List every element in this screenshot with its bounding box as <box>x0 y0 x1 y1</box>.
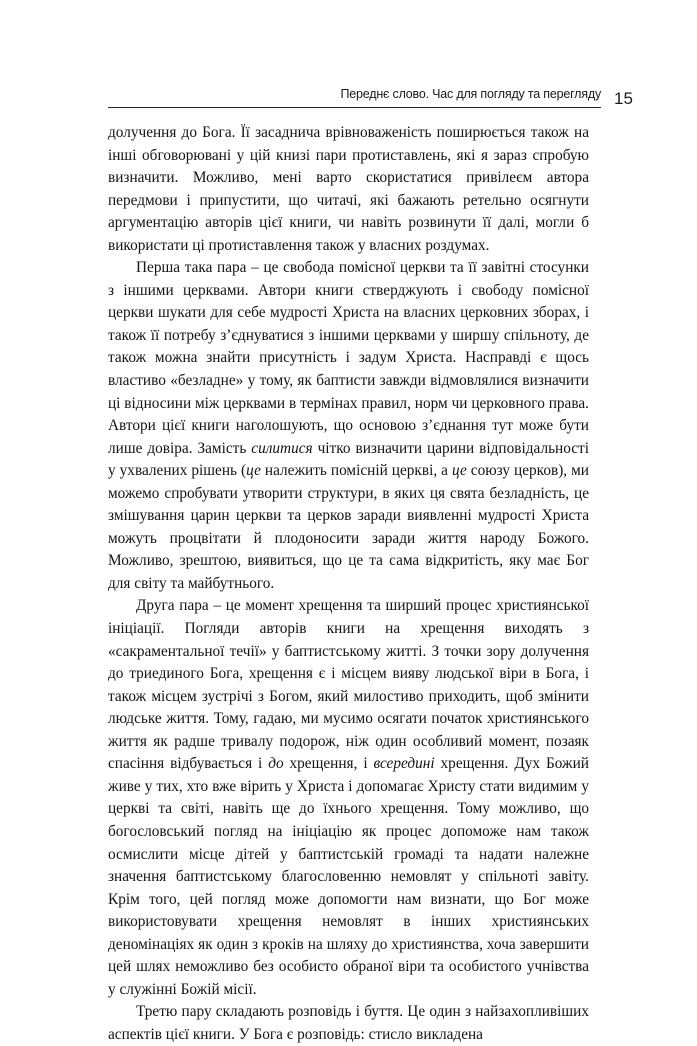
italic-run: до <box>268 755 284 773</box>
italic-run: всередині <box>373 755 435 773</box>
paragraph <box>108 257 589 595</box>
italic-run: силитися <box>251 439 313 457</box>
paragraph <box>108 122 589 257</box>
running-title: Переднє слово. Час для погляду та перегляду <box>340 87 601 101</box>
paragraph <box>108 595 589 1001</box>
text-run: чітко визначити царини відповідальності у ухвалених рішень ( <box>108 439 589 480</box>
text-run: союзу церков), ми можемо спробувати утворити структури, в яких ця свята безладність, це змішування царин церкви та церков заради виявленні мудрості Христа можуть процвітати й плодоносити заради життя народу Божого. Можливо, зрештою, виявиться, що це та сама відкритість, яку має Бог для світу та майбутнього. <box>108 462 589 592</box>
body-text <box>108 122 589 1046</box>
text-run: долучення до Бога. Її засаднича врівноваженість поширюється також на інші обговорювані у цій книзі пари протиставлень, які я зараз спробую визначити. Можливо, мені варто скористатися привілеєм автора передмови і припустити, що читачі, які бажають ретельно осягнути аргументацію авторів цієї книги, чи навіть розвинути її далі, могли б використати ці протиставлення також у власних роздумах. <box>108 124 589 254</box>
text-run: хрещення, і <box>283 755 374 773</box>
text-run: Друга пара – це момент хрещення та ширший процес християнської ініціації. Погляди авторів книги на хрещення виходять з «сакраментальної течії» у баптистському житті. З точки зору долучення до триединого Бога, хрещення є і місцем вияву людської віри в Бога, і також місцем зустрічі з Богом, який милостиво приходить, щоб змінити людське життя. Тому, гадаю, ми мусимо осягати початок християнського життя як радше тривалу подорож, ніж один особливий момент, позаяк спасіння відбувається і <box>108 597 589 773</box>
text-run: хрещення. Дух Божий живе у тих, хто вже вірить у Христа і допомагає Христу стати видимим у церкві та світі, навіть ще до їхнього хрещення. Тому можливо, що богословський погляд на ініціацію як процес допоможе нам також осмислити місце дітей у баптистській громаді та надати належне значення баптистському благословенню немовлят у спільноті завіту. Крім того, цей погляд може допомогти нам визнати, що Бог може використовувати хрещення немовлят в інших християнських деномінаціях як один з кроків на шляху до християнства, хоча завершити цей шлях неможливо без особисто обраної віри та особистого учнівства у служінні Божій місії. <box>108 755 589 998</box>
text-run: Третю пару складають розповідь і буття. Це один з найзахопливіших аспектів цієї книги. У Бога є розповідь: стисло викладена <box>108 1003 589 1043</box>
text-run: Перша така пара – це свобода помісної церкви та її завітні стосунки з іншими церквами. Автори книги стверджують і свободу помісної церкви шукати для себе мудрості Христа на власних церковних зборах, і також її потребу з’єднуватися з іншими церквами у ширшу спільноту, де також можна знайти присутність і задум Христа. Насправді є щось властиво «безладне» у тому, як баптисти завжди відмовлялися визначити ці відносини між церквами в термінах правил, норм чи церковного права. Автори цієї книги наголошують, що основою з’єднання тут може бути лише довіра. Замість <box>108 259 589 457</box>
page-number: 15 <box>614 89 633 108</box>
italic-run: це <box>451 462 467 480</box>
running-head <box>108 87 601 108</box>
text-run: належить помісній церкві, а <box>260 462 452 480</box>
italic-run: це <box>246 462 261 480</box>
